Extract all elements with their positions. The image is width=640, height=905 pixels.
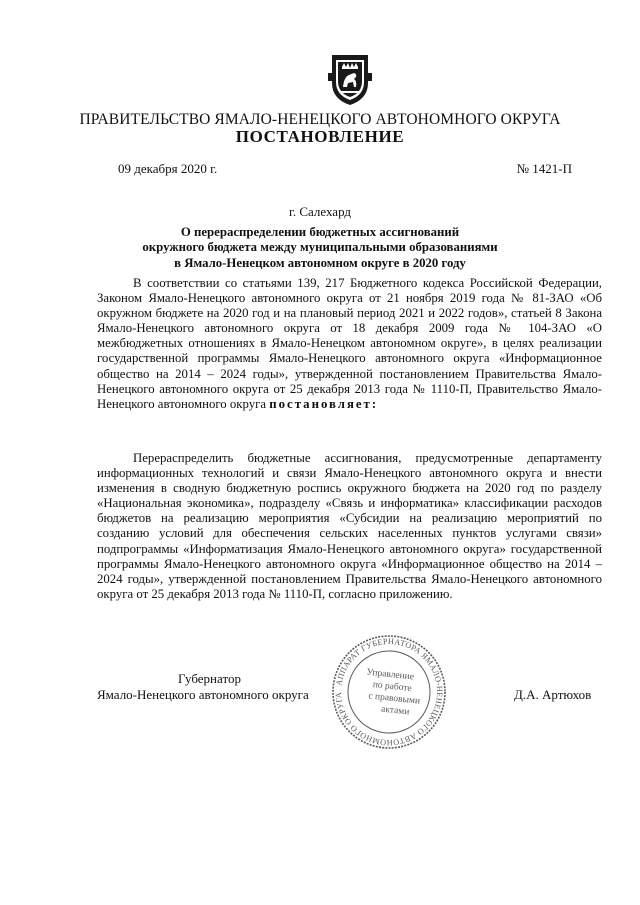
operative-paragraph: Перераспределить бюджетные ассигнования, предусмотренные департаменту информационных технологий и связи Ямало-Ненецкого автономного округа и внести изменения в сводную бюджетную роспись окружного бюджета на 2020 год по разделу «Национальная экономика», подразделу «Связь и информатика» классификации расходов бюджетов на реализацию мероприятия «Субсидии на реализацию мероприятий по созданию условий для обеспечения сельских населенных пунктов услугами связи» подпрограммы «Информатизация Ямало-Ненецкого автономного округа» государственной программы Ямало-Ненецкого автономного округа «Информационное общество на 2014 – 2024 годы», утвержденной постановлением Правительства Ямало-Ненецкого автономного округа от 25 декабря 2013 года № 1110-П, согласно приложению. [97,451,602,601]
yamal-coat-of-arms-icon [327,53,373,107]
title-line-2: окружного бюджета между муниципальными образованиями [142,240,498,255]
stamp-line-1: Управление [365,667,415,683]
signer-position-line-2: Ямало-Ненецкого автономного округа [97,687,309,702]
operative-verb: постановляет: [269,396,379,411]
signer-name: Д.А. Артюхов [514,687,592,702]
preamble-text: В соответствии со статьями 139, 217 Бюджетного кодекса Российской Федерации, Законом Ямало-Ненецкого автономного округа от 21 ноября 2019 года № 81-ЗАО «Об окружном бюджете на 2020 год и на плановый период 2021 и 2022 годов», статьей 8 Закона Ямало-Ненецкого автономного округа от 18 декабря 2009 года № 104-ЗАО «О межбюджетных отношениях в Ямало-Ненецком автономном округе», в целях реализации государственной программы Ямало-Ненецкого автономного округа «Информационное общество на 2014 – 2024 годы», утвержденной постановлением Правительства Ямало-Ненецкого автономного округа от 25 декабря 2013 года № 1110-П, Правительство Ямало-Ненецкого автономного округа [97,276,602,411]
stamp-line-2: по работе [372,679,413,695]
document-number: № 1421-П [516,161,572,176]
preamble-paragraph [97,276,602,412]
stamp-ring-text: АППАРАТ ГУБЕРНАТОРА ЯМАЛО-НЕНЕЦКОГО АВТОНОМНОГО ОКРУГА [333,636,445,748]
document-type: ПОСТАНОВЛЕНИЕ [235,127,405,146]
svg-text:АППАРАТ ГУБЕРНАТОРА ЯМАЛО-НЕНЕ [334,637,444,747]
government-name: ПРАВИТЕЛЬСТВО ЯМАЛО-НЕНЕЦКОГО АВТОНОМНОГО ОКРУГА [79,111,561,128]
stamp-line-3: с правовыми [367,691,421,707]
document-title [110,225,530,271]
title-line-3: в Ямало-Ненецком автономном округе в 2020 году [174,255,466,270]
title-line-1: О перераспределении бюджетных ассигнований [180,225,460,239]
document-city: г. Салехард [288,204,352,219]
office-stamp [330,633,448,751]
document-date: 09 декабря 2020 г. [118,161,218,176]
stamp-line-4: актами [380,704,410,718]
signer-position-line-1: Губернатор [178,671,241,686]
